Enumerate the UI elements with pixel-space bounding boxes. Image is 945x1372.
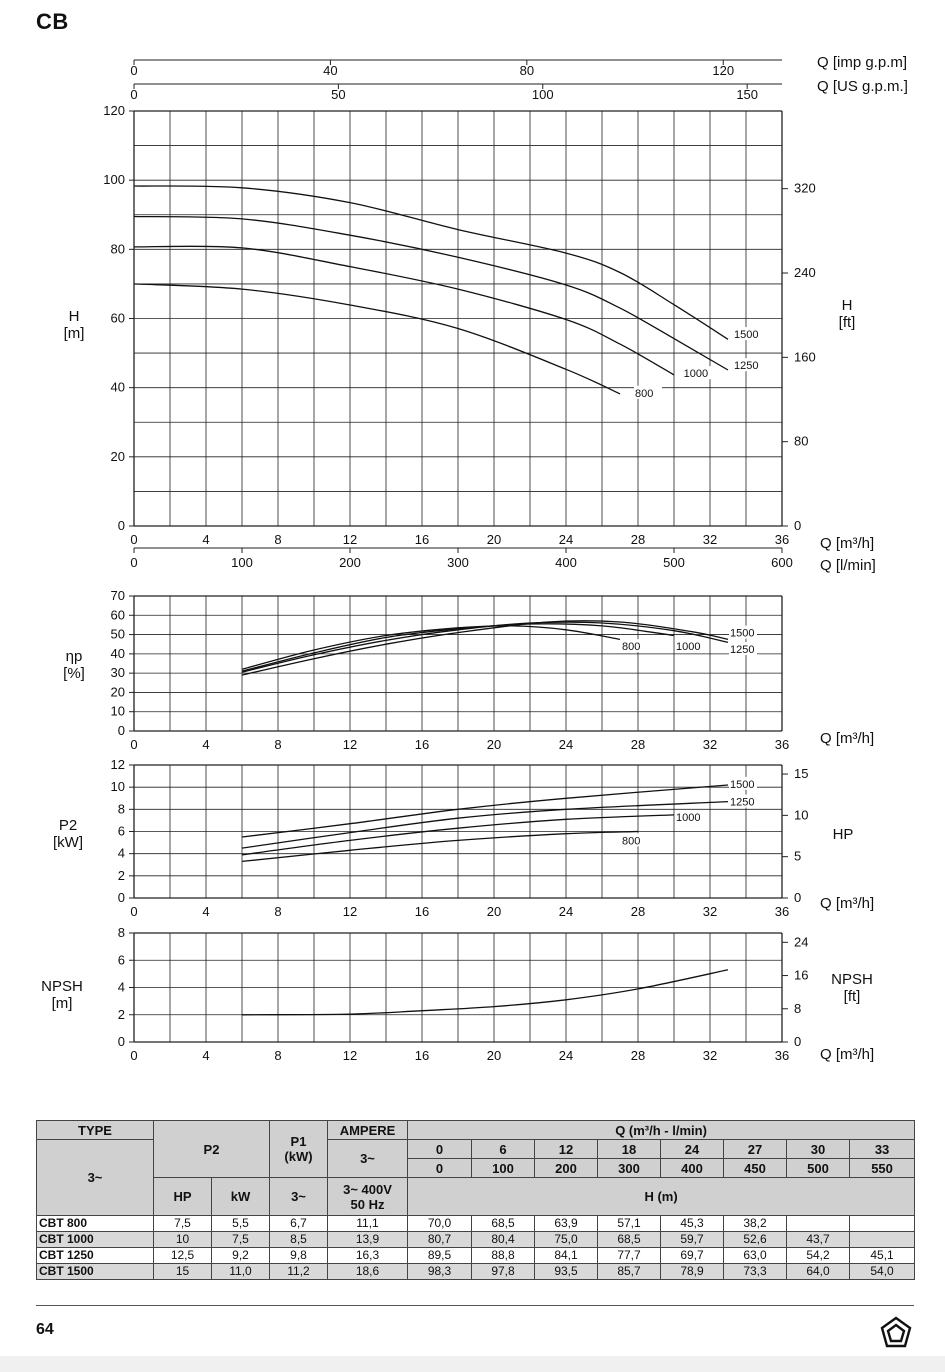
x-tick-label: 4 [202,904,210,919]
cell-head [787,1216,850,1232]
cell-head: 73,3 [724,1264,787,1280]
p2-header: P2 [154,1121,270,1178]
series-label: 800 [622,835,641,848]
y-tick-label: 4 [117,979,125,995]
lmin-tick-label: 0 [130,555,138,570]
cell-head: 80,4 [472,1232,535,1248]
y-tick-label: 20 [110,448,125,464]
cell-p1: 11,2 [270,1264,328,1280]
top-us-tick-label: 50 [331,87,346,102]
cell-head: 69,7 [661,1248,724,1264]
y2-tick-label: 15 [794,766,809,782]
top-axis-us-label: Q [US g.p.m.] [817,78,908,95]
flow-lmin-header: 300 [598,1159,661,1178]
cell-head: 52,6 [724,1232,787,1248]
cell-head: 68,5 [598,1232,661,1248]
top-imp-tick-label: 120 [712,63,735,78]
cell-amp: 16,3 [328,1248,408,1264]
x-tick-label: 32 [702,1048,718,1063]
cell-head: 88,8 [472,1248,535,1264]
cell-amp: 11,1 [328,1216,408,1232]
x-tick-label: 8 [274,737,282,752]
x-tick-label: 36 [774,904,790,919]
flow-lmin-header: 450 [724,1159,787,1178]
flow-lmin-header: 200 [535,1159,598,1178]
cell-name: CBT 800 [37,1216,154,1232]
p1-phase-header: 3~ [270,1178,328,1216]
flow-m3h-header: 0 [408,1140,472,1159]
cell-head: 59,7 [661,1232,724,1248]
cell-name: CBT 1500 [37,1264,154,1280]
head-header: H (m) [408,1178,915,1216]
cell-amp: 13,9 [328,1232,408,1248]
cell-hp: 7,5 [154,1216,212,1232]
cell-head: 89,5 [408,1248,472,1264]
lmin-tick-label: 500 [663,555,685,570]
y-tick-label: 40 [110,645,125,661]
ampere-voltage-header: 3~ 400V 50 Hz [328,1178,408,1216]
x-tick-label: 0 [130,532,138,547]
table-row [37,1248,915,1264]
y-tick-label: 60 [110,607,125,623]
npsh-x-label: Q [m³/h] [820,1046,875,1063]
cell-head: 63,9 [535,1216,598,1232]
footer-rule [36,1305,914,1306]
x-tick-label: 16 [414,1048,430,1063]
cell-kw: 11,0 [212,1264,270,1280]
y-tick-label: 8 [117,801,125,817]
efficiency-x-label: Q [m³/h] [820,730,875,747]
type-phase-header: 3~ [37,1140,154,1216]
flow-m3h-header: 18 [598,1140,661,1159]
y2-tick-label: 80 [794,433,809,449]
y2-tick-label: 16 [794,967,809,983]
top-imp-tick-label: 80 [519,63,535,78]
npsh-y2-label: NPSH [ft] [831,971,873,1005]
head-y-label: H [m] [63,308,85,342]
cell-p1: 8,5 [270,1232,328,1248]
cell-name: CBT 1000 [37,1232,154,1248]
lmin-tick-label: 100 [231,555,253,570]
cell-head: 63,0 [724,1248,787,1264]
y-tick-label: 10 [110,703,125,719]
flow-m3h-header: 6 [472,1140,535,1159]
y2-tick-label: 24 [794,934,809,950]
y2-tick-label: 0 [794,1034,802,1049]
table-row [37,1232,915,1248]
head-x-label: Q [m³/h] [820,535,875,552]
y2-tick-label: 8 [794,1000,802,1016]
flow-m3h-header: 33 [850,1140,915,1159]
y2-tick-label: 0 [794,890,802,905]
p1-header: P1 (kW) [270,1121,328,1178]
y-tick-label: 80 [110,241,125,257]
x-tick-label: 12 [342,532,358,547]
lmin-tick-label: 200 [339,555,361,570]
x-tick-label: 8 [274,532,282,547]
series-curve-1000 [134,246,674,375]
series-curve-1250 [242,802,728,849]
y-tick-label: 0 [117,518,125,533]
ampere-header: AMPERE [328,1121,408,1140]
x-tick-label: 20 [486,532,502,547]
y-tick-label: 20 [110,684,125,700]
y-tick-label: 0 [117,723,125,738]
x-tick-label: 20 [486,737,502,752]
x-tick-label: 0 [130,904,138,919]
x-tick-label: 0 [130,1048,138,1063]
series-label: 1500 [730,778,755,791]
y-tick-label: 120 [103,103,125,118]
cell-head: 93,5 [535,1264,598,1280]
series-label: 1250 [730,796,755,809]
cell-hp: 15 [154,1264,212,1280]
flow-m3h-header: 30 [787,1140,850,1159]
series-label: 800 [622,641,641,654]
cell-head: 68,5 [472,1216,535,1232]
x-tick-label: 28 [630,737,646,752]
series-curve-1250 [242,622,728,672]
cell-head: 77,7 [598,1248,661,1264]
series-label: 1000 [676,641,701,654]
flow-lmin-header: 0 [408,1159,472,1178]
power-y2-label: HP [832,826,854,843]
y2-tick-label: 320 [794,180,816,196]
series-label: 1250 [730,644,755,657]
y2-tick-label: 240 [794,265,816,281]
y-tick-label: 60 [110,310,125,326]
cell-p1: 9,8 [270,1248,328,1264]
series-curve-800 [134,284,620,394]
performance-table [36,1120,915,1280]
x-tick-label: 24 [558,532,574,547]
top-axis-imp-label: Q [imp g.p.m] [817,54,908,71]
y2-tick-label: 10 [794,807,809,823]
x-tick-label: 8 [274,904,282,919]
x-tick-label: 28 [630,904,646,919]
cell-head: 97,8 [472,1264,535,1280]
series-label: 1000 [676,812,701,825]
y-tick-label: 8 [117,925,125,940]
x-tick-label: 36 [774,532,790,547]
table-row [37,1216,915,1232]
y-tick-label: 0 [117,1034,125,1049]
top-us-tick-label: 150 [736,87,759,102]
y-tick-label: 0 [117,890,125,905]
cell-head: 45,3 [661,1216,724,1232]
top-imp-tick-label: 40 [323,63,338,78]
cell-head: 54,0 [850,1264,915,1280]
series-label: 1250 [734,360,759,373]
cell-head [850,1232,915,1248]
cell-head: 43,7 [787,1232,850,1248]
cell-head: 45,1 [850,1248,915,1264]
cell-kw: 5,5 [212,1216,270,1232]
x-tick-label: 28 [630,1048,646,1063]
lmin-tick-label: 400 [555,555,577,570]
head-x2-label: Q [l/min] [820,557,876,574]
flow-m3h-header: 24 [661,1140,724,1159]
cell-amp: 18,6 [328,1264,408,1280]
y-tick-label: 30 [110,665,125,681]
y-tick-label: 4 [117,845,125,861]
flow-lmin-header: 100 [472,1159,535,1178]
y-tick-label: 12 [110,757,125,772]
head-y2-label: H [ft] [838,297,856,331]
cell-head: 80,7 [408,1232,472,1248]
x-tick-label: 32 [702,737,718,752]
x-tick-label: 36 [774,737,790,752]
brand-logo-icon [879,1316,913,1350]
series-label: 1500 [730,627,755,640]
x-tick-label: 24 [558,1048,574,1063]
x-tick-label: 12 [342,737,358,752]
efficiency-y-label: ηp [%] [63,648,85,682]
x-tick-label: 36 [774,1048,790,1063]
cell-name: CBT 1250 [37,1248,154,1264]
y-tick-label: 6 [117,952,125,968]
ampere-phase-header: 3~ [328,1140,408,1178]
y-tick-label: 6 [117,823,125,839]
x-tick-label: 20 [486,904,502,919]
x-tick-label: 8 [274,1048,282,1063]
series-label: 800 [635,387,654,400]
y-tick-label: 40 [110,379,125,395]
x-tick-label: 12 [342,904,358,919]
series-label: 1500 [734,329,759,342]
top-imp-tick-label: 0 [130,63,138,78]
series-curve-1250 [134,217,728,371]
x-tick-label: 16 [414,737,430,752]
footer-strip [0,1356,945,1372]
flow-m3h-header: 27 [724,1140,787,1159]
cell-head: 54,2 [787,1248,850,1264]
flow-lmin-header: 500 [787,1159,850,1178]
cell-head: 75,0 [535,1232,598,1248]
y2-tick-label: 5 [794,848,802,864]
power-x-label: Q [m³/h] [820,895,875,912]
flow-lmin-header: 400 [661,1159,724,1178]
cell-head: 78,9 [661,1264,724,1280]
npsh-y-label: NPSH [m] [41,978,83,1012]
kw-header: kW [212,1178,270,1216]
lmin-tick-label: 600 [771,555,793,570]
cell-p1: 6,7 [270,1216,328,1232]
y-tick-label: 50 [110,626,125,642]
flow-m3h-header: 12 [535,1140,598,1159]
top-us-tick-label: 0 [130,87,138,102]
cell-kw: 7,5 [212,1232,270,1248]
page-title: CB [36,9,69,34]
cell-head: 84,1 [535,1248,598,1264]
cell-head: 38,2 [724,1216,787,1232]
flow-header: Q (m³/h - l/min) [408,1121,915,1140]
lmin-tick-label: 300 [447,555,469,570]
y-tick-label: 2 [117,1006,125,1022]
x-tick-label: 0 [130,737,138,752]
x-tick-label: 24 [558,904,574,919]
x-tick-label: 20 [486,1048,502,1063]
cell-head: 70,0 [408,1216,472,1232]
flow-lmin-header: 550 [850,1159,915,1178]
x-tick-label: 32 [702,904,718,919]
page-number: 64 [36,1321,54,1338]
x-tick-label: 4 [202,532,210,547]
x-tick-label: 16 [414,904,430,919]
type-header: TYPE [37,1121,154,1140]
x-tick-label: 24 [558,737,574,752]
table-row [37,1264,915,1280]
power-y-label: P2 [kW] [53,817,83,851]
y2-tick-label: 160 [794,349,816,365]
series-curve-1500 [242,621,728,675]
x-tick-label: 4 [202,737,210,752]
series-curve-800 [242,626,620,669]
series-curve-npsh [242,970,728,1015]
series-curve-1500 [134,186,728,339]
top-us-tick-label: 100 [531,87,554,102]
cell-kw: 9,2 [212,1248,270,1264]
x-tick-label: 32 [702,532,718,547]
cell-head: 64,0 [787,1264,850,1280]
cell-head: 57,1 [598,1216,661,1232]
series-curve-1500 [242,785,728,837]
series-label: 1000 [683,368,709,381]
x-tick-label: 12 [342,1048,358,1063]
x-tick-label: 28 [630,532,646,547]
x-tick-label: 16 [414,532,430,547]
y2-tick-label: 0 [794,518,802,533]
y-tick-label: 70 [110,588,125,603]
cell-hp: 12,5 [154,1248,212,1264]
cell-head: 98,3 [408,1264,472,1280]
hp-header: HP [154,1178,212,1216]
cell-hp: 10 [154,1232,212,1248]
y-tick-label: 10 [110,779,125,795]
y-tick-label: 2 [117,867,125,883]
cell-head: 85,7 [598,1264,661,1280]
cell-head [850,1216,915,1232]
x-tick-label: 4 [202,1048,210,1063]
y-tick-label: 100 [103,172,125,188]
